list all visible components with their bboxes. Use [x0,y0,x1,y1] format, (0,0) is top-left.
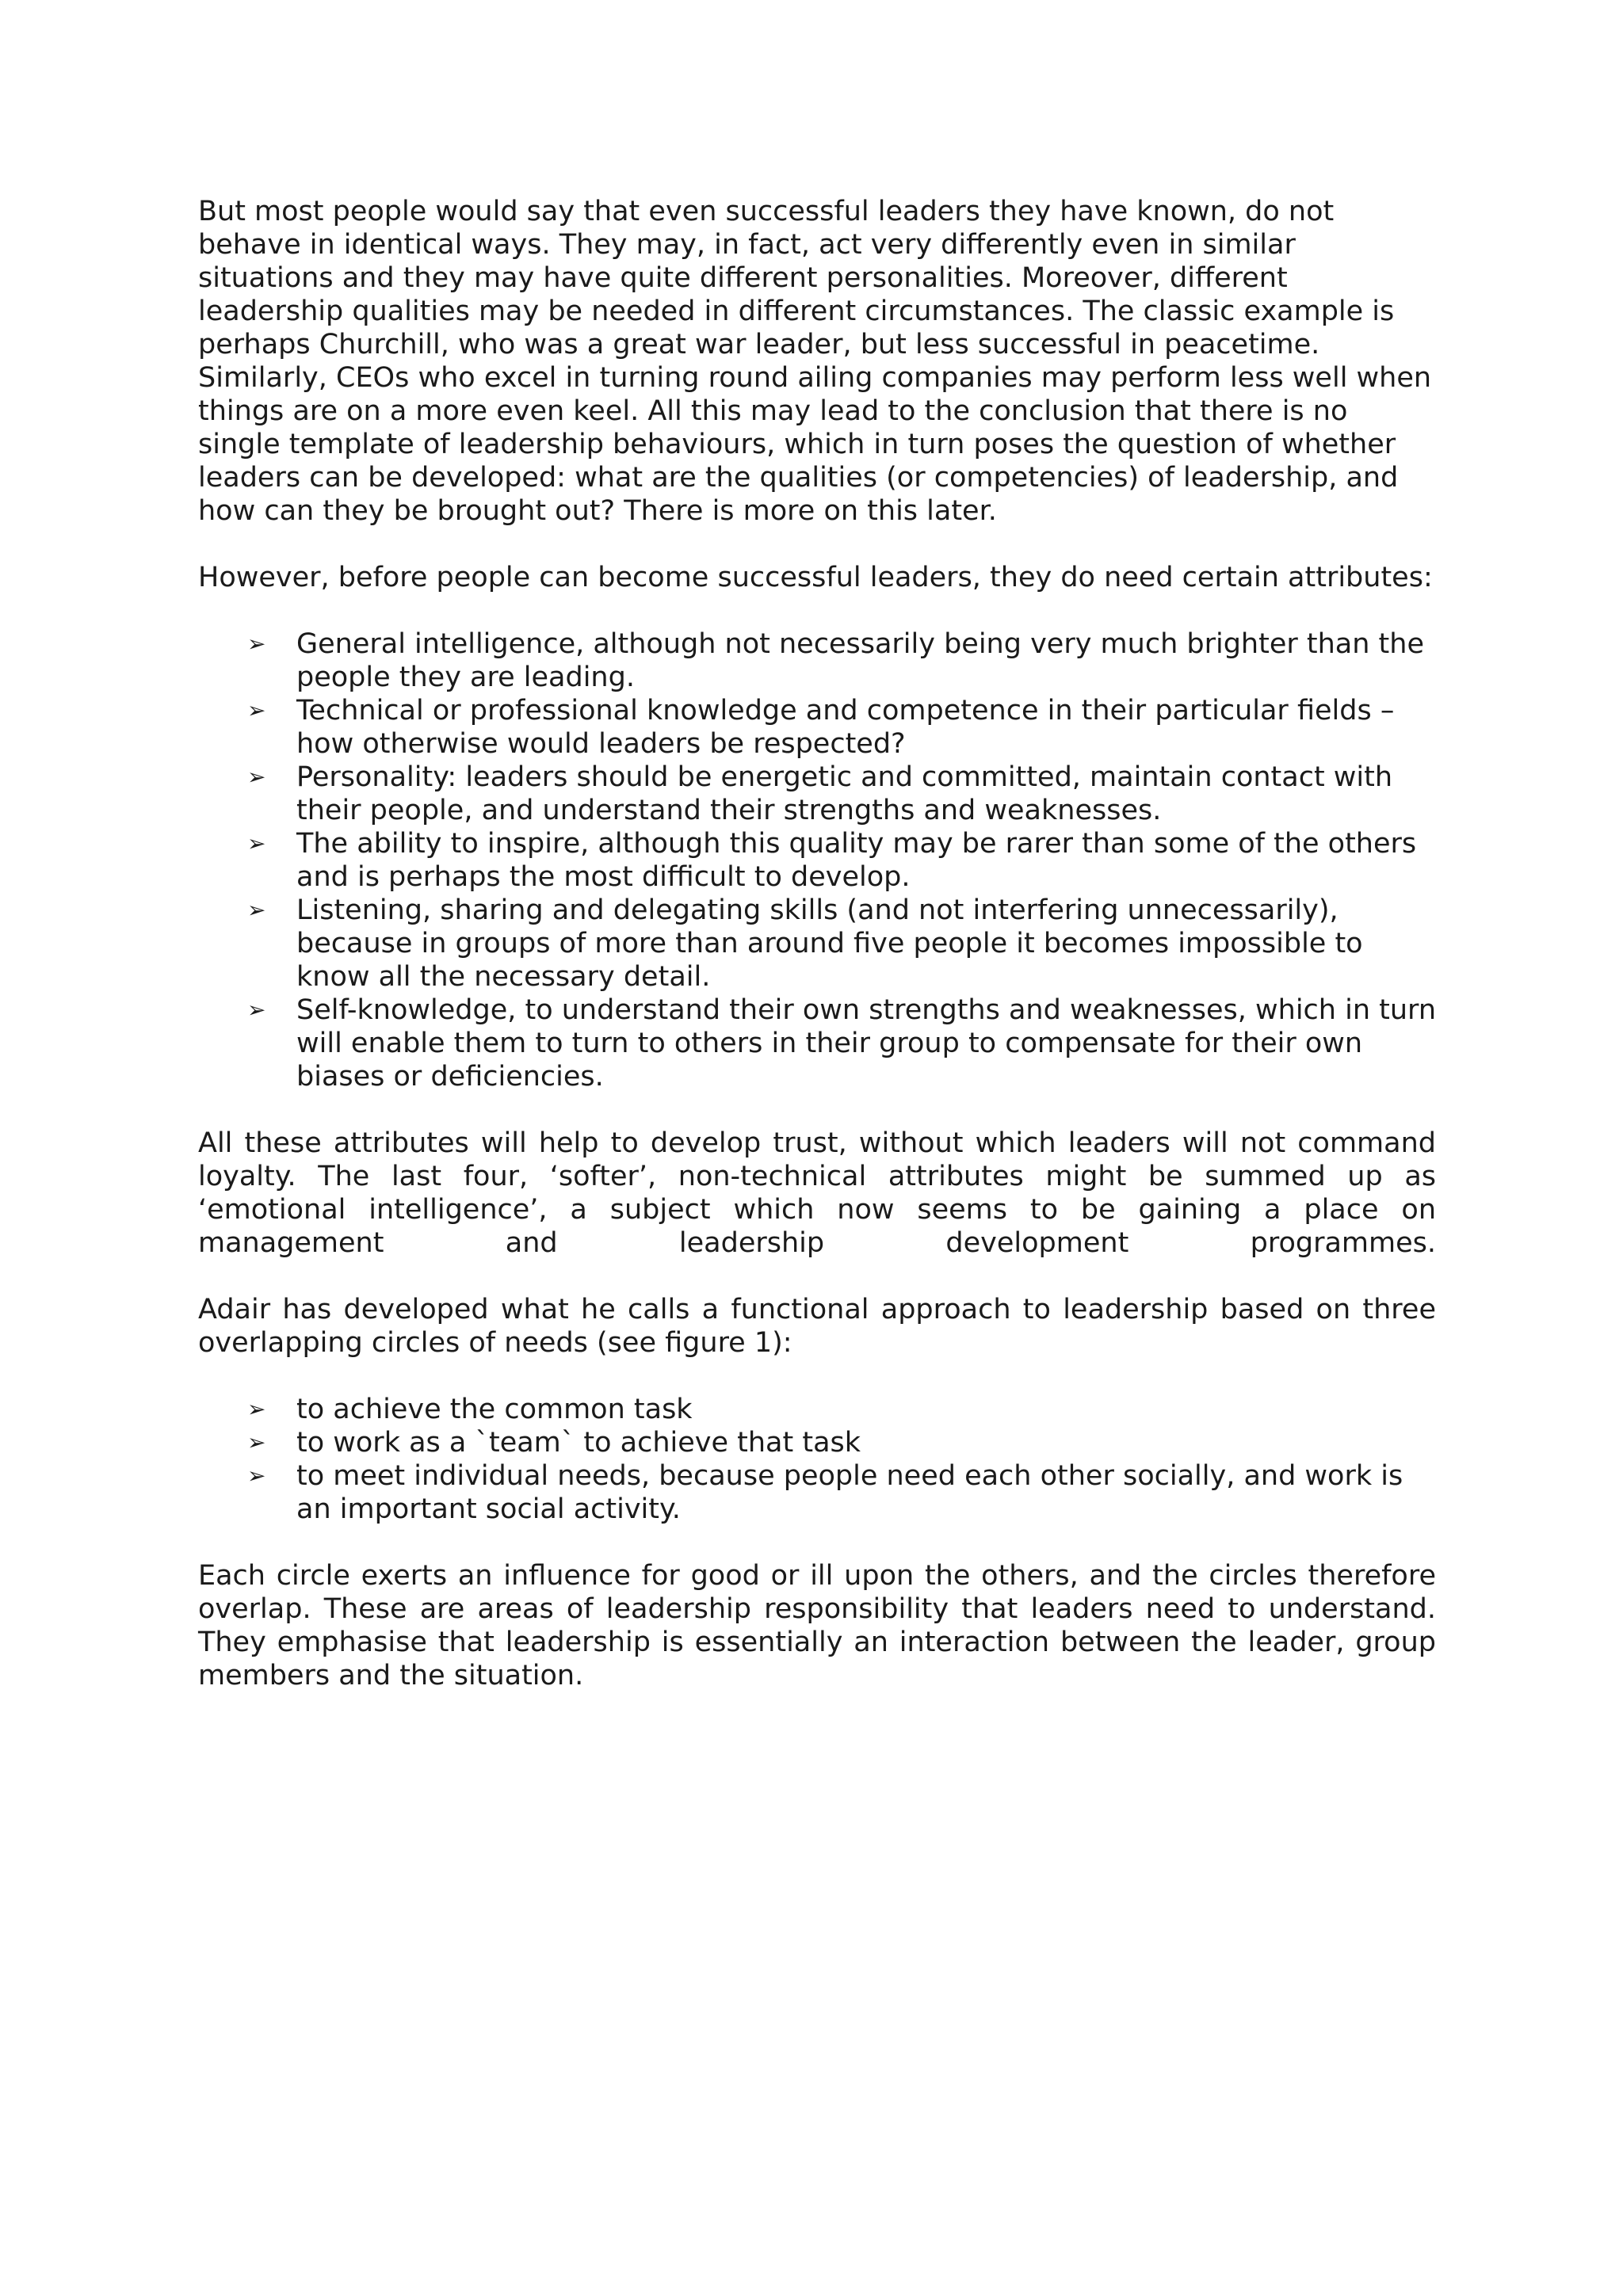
list-item [198,1459,1436,1526]
arrow-bullet-icon: ➢ [247,697,266,723]
list-item [198,761,1436,827]
list-item-text: Self-knowledge, to understand their own strengths and weaknesses, which in turn will enable them to turn to others in their group to compensate for their own biases or deficiencies. [296,994,1437,1093]
list-item-text: Listening, sharing and delegating skills (and not interfering unnecessarily), because in groups of more than around five people it becomes impossible to know all the necessary detail. [296,894,1363,993]
list-item [198,827,1436,894]
paragraph-attributes-intro: However, before people can become successful leaders, they do need certain attributes: [198,562,1433,593]
attributes-list [198,627,1436,1093]
arrow-bullet-icon: ➢ [247,1463,266,1489]
document-body [198,195,1436,1726]
arrow-bullet-icon: ➢ [247,1396,266,1422]
list-item-text: Personality: leaders should be energetic and committed, maintain contact with their people, and understand their strengths and weaknesses. [296,761,1393,826]
paragraph-trust: All these attributes will help to develop trust, without which leaders will not command loyalty. The last four, ‘softer’, non-technical attributes might be summed up as ‘emotional intelligence’, a subject which now seems to be gaining a place on management and leadership development programmes. [198,1127,1436,1259]
list-item-text: General intelligence, although not necessarily being very much brighter than the people they are leading. [296,628,1424,693]
list-item-text: Technical or professional knowledge and competence in their particular fields – how otherwise would leaders be respected? [296,695,1395,760]
list-item [198,994,1436,1093]
list-item-text: The ability to inspire, although this quality may be rarer than some of the others and is perhaps the most difficult to develop. [296,828,1417,893]
paragraph-leader-behaviour: But most people would say that even successful leaders they have known, do not behave in identical ways. They may, in fact, act very differently even in similar situations and they may have quite different personalities. Moreover, different leadership qualities may be needed in different circumstances. The classic example is perhaps Churchill, who was a great war leader, but less successful in peacetime. Similarly, CEOs who excel in turning round ailing companies may perform less well when things are on a more even keel. All this may lead to the conclusion that there is no single template of leadership behaviours, which in turn poses the question of whether leaders can be developed: what are the qualities (or competencies) of leadership, and how can they be brought out? There is more on this later. [198,196,1432,527]
paragraph-adair-approach: Adair has developed what he calls a functional approach to leadership based on three overlapping circles of needs (see figure 1): [198,1294,1436,1359]
arrow-bullet-icon: ➢ [247,830,266,856]
list-item [198,1426,1436,1459]
list-item [198,894,1436,994]
arrow-bullet-icon: ➢ [247,764,266,790]
list-item-text: to meet individual needs, because people need each other socially, and work is an important social activity. [296,1460,1403,1525]
paragraph-circles-overlap: Each circle exerts an influence for good or ill upon the others, and the circles therefore overlap. These are areas of leadership responsibility that leaders need to understand. They emphasise that leadership is essentially an interaction between the leader, group members and the situation. [198,1560,1436,1691]
list-item [198,1393,1436,1426]
list-item-text: to work as a `team` to achieve that task [296,1427,861,1459]
arrow-bullet-icon: ➢ [247,1429,266,1455]
needs-list [198,1393,1436,1526]
arrow-bullet-icon: ➢ [247,997,266,1023]
arrow-bullet-icon: ➢ [247,897,266,923]
list-item-text: to achieve the common task [296,1394,693,1425]
arrow-bullet-icon: ➢ [247,631,266,657]
list-item [198,627,1436,694]
list-item [198,694,1436,761]
